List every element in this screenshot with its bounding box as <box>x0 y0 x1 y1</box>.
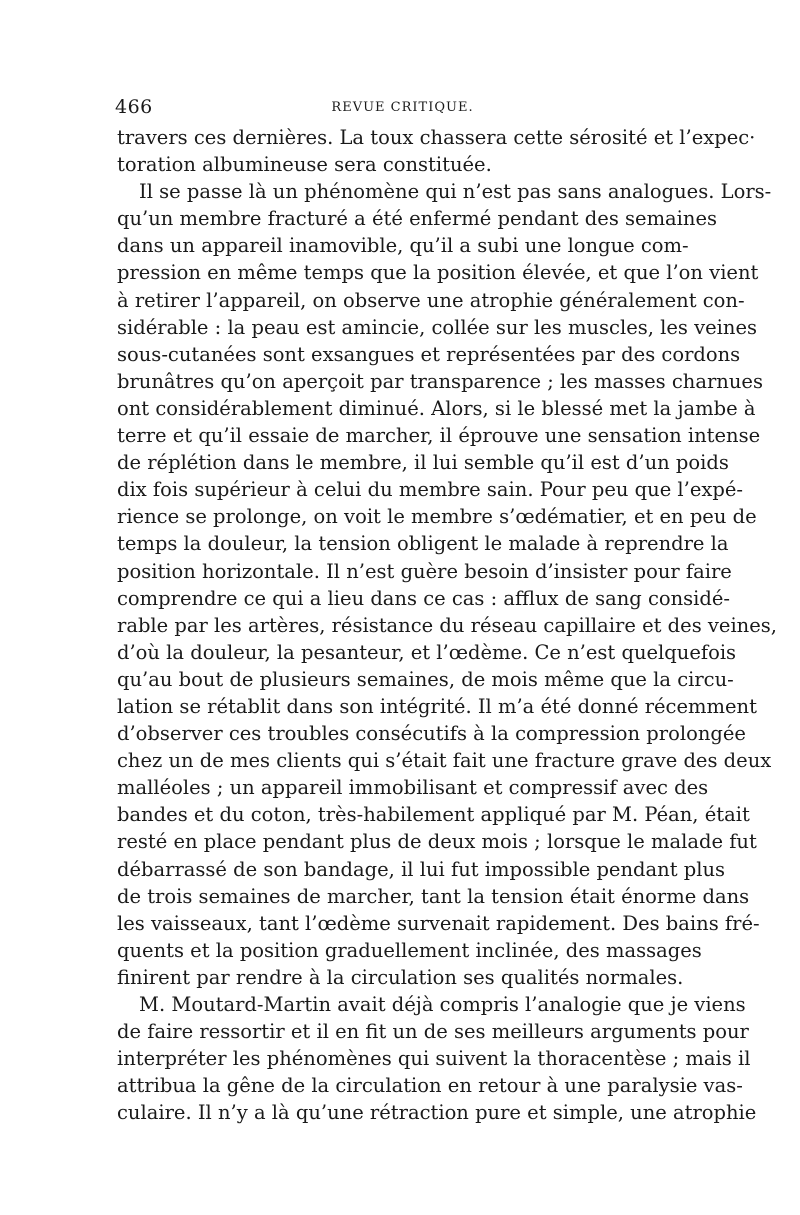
text-line: quents et la position graduellement inclinée, des massages <box>117 938 702 962</box>
text-line: chez un de mes clients qui s’était fait une fracture grave des deux <box>117 749 772 773</box>
text-line: d’observer ces troubles consécutifs à la compression prolongée <box>117 722 746 746</box>
text-line: d’où la douleur, la pesanteur, et l’œdème. Ce n’est quelquefois <box>117 640 737 664</box>
text-line: attribua la gêne de la circulation en retour à une paralysie vas- <box>117 1074 743 1098</box>
text-line: finirent par rendre à la circulation ses qualités normales. <box>117 965 684 989</box>
text-line: rience se prolonge, on voit le membre s’œdématier, et en peu de <box>117 505 757 529</box>
text-line: pression en même temps que la position élevée, et que l’on vient <box>117 261 759 285</box>
text-line: resté en place pendant plus de deux mois ; lorsque le malade fut <box>117 830 757 854</box>
body-text <box>117 124 777 1126</box>
text-line: qu’au bout de plusieurs semaines, de mois même que la circu- <box>117 667 734 691</box>
text-line: ont considérablement diminué. Alors, si le blessé met la jambe à <box>117 396 756 420</box>
text-line: terre et qu’il essaie de marcher, il éprouve une sensation intense <box>117 424 761 448</box>
text-line: sous-cutanées sont exsangues et représentées par des cordons <box>117 342 741 366</box>
text-line: qu’un membre fracturé a été enfermé pendant des semaines <box>117 207 718 231</box>
text-line: travers ces dernières. La toux chassera cette sérosité et l’expec· <box>117 126 756 149</box>
text-line: culaire. Il n’y a là qu’une rétraction pure et simple, une atrophie <box>117 1101 757 1125</box>
text-line: dans un appareil inamovible, qu’il a subi une longue com- <box>117 234 689 258</box>
text-line: de faire ressortir et il en fit un de ses meilleurs arguments pour <box>117 1020 749 1044</box>
text-line: malléoles ; un appareil immobilisant et compressif avec des <box>117 776 709 800</box>
text-line: de trois semaines de marcher, tant la tension était énorme dans <box>117 884 750 908</box>
journal-title: REVUE CRITIQUE. <box>331 100 474 115</box>
text-line: lation se rétablit dans son intégrité. Il m’a été donné récemment <box>117 694 757 718</box>
text-line: interpréter les phénomènes qui suivent la thoracentèse ; mais il <box>117 1047 751 1071</box>
text-line: Il se passe là un phénomène qui n’est pas sans analogues. Lors- <box>139 180 772 204</box>
text-line: rable par les artères, résistance du réseau capillaire et des veines, <box>117 613 777 637</box>
text-line: brunâtres qu’on aperçoit par transparence ; les masses charnues <box>117 369 763 393</box>
page-number: 466 <box>115 96 153 118</box>
text-line: sidérable : la peau est amincie, collée sur les muscles, les veines <box>117 315 758 339</box>
text-line: comprendre ce qui a lieu dans ce cas : afflux de sang considé- <box>117 586 731 610</box>
text-line: temps la douleur, la tension obligent le malade à reprendre la <box>117 532 729 556</box>
text-line: à retirer l’appareil, on observe une atrophie généralement con- <box>117 288 745 312</box>
text-line: toration albumineuse sera constituée. <box>117 153 492 177</box>
text-line: M. Moutard-Martin avait déjà compris l’analogie que je viens <box>139 993 746 1016</box>
text-line: bandes et du coton, très-habilement appliqué par M. Péan, était <box>117 803 750 827</box>
text-line: débarrassé de son bandage, il lui fut impossible pendant plus <box>117 857 726 881</box>
text-line: de réplétion dans le membre, il lui semble qu’il est d’un poids <box>117 451 729 475</box>
text-line: position horizontale. Il n’est guère besoin d’insister pour faire <box>117 559 732 583</box>
running-head <box>115 96 690 120</box>
text-line: les vaisseaux, tant l’œdème survenait rapidement. Des bains fré- <box>117 911 760 935</box>
text-line: dix fois supérieur à celui du membre sain. Pour peu que l’expé- <box>117 478 744 502</box>
